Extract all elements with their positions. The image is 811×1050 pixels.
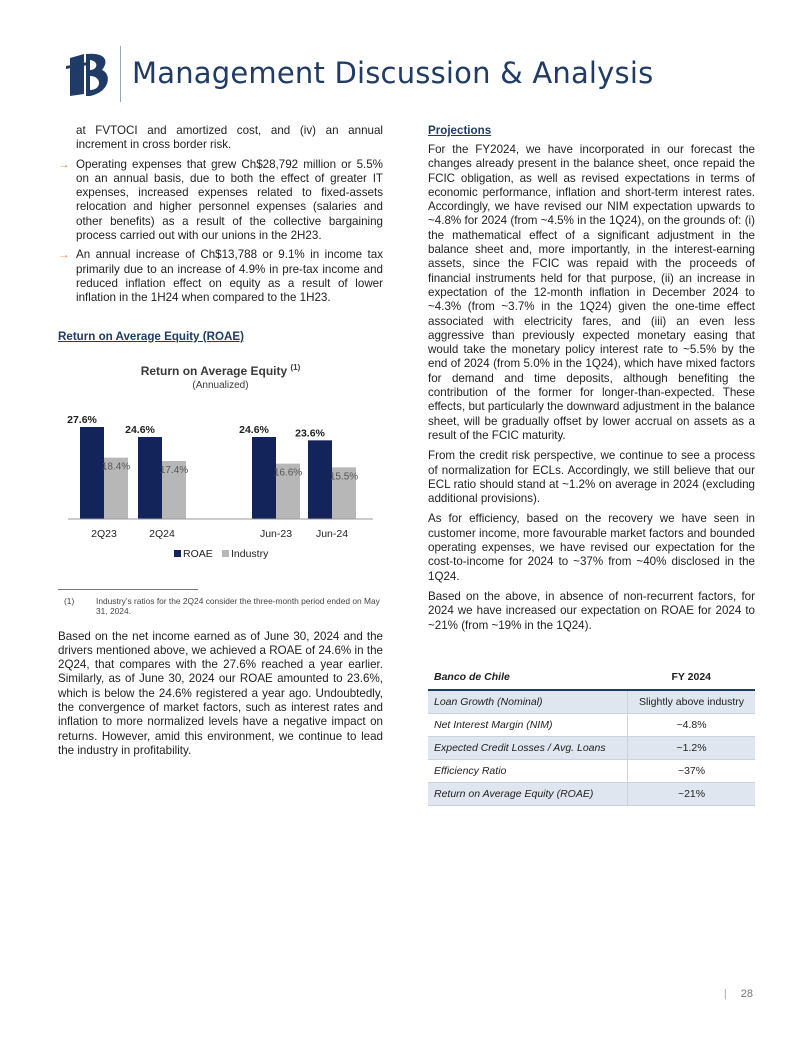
data-label: 24.6% (239, 423, 269, 436)
chart-plot (58, 391, 383, 571)
table-row (428, 782, 755, 805)
projection-paragraph: As for efficiency, based on the recovery we have seen in customer income, more favourable market factors and bounded operating expenses, we have revised our expectation for the cost-to-income for 2024 to ~37% from ~40% disclosed in the 1Q24. (428, 512, 755, 583)
bullet-text: Operating expenses that grew Ch$28,792 million or 5.5% on an annual basis, due to both the effect of greater IT expenses, increased expenses related to fixed-assets relocation and higher personnel expenses (salaries and other benefits) as a result of the collective bargaining process carried out with our unions in the 2H23. (76, 157, 383, 243)
legend-label-industry: Industry (231, 547, 269, 560)
table-row-label: Efficiency Ratio (428, 759, 628, 782)
table-row-label: Expected Credit Losses / Avg. Loans (428, 736, 628, 759)
category-label: 2Q23 (91, 527, 117, 540)
header-divider (120, 46, 121, 102)
roae-section-heading: Return on Average Equity (ROAE) (58, 329, 244, 343)
legend-swatch-roae (174, 550, 181, 557)
bar-roae (308, 440, 332, 519)
table-header-period: FY 2024 (628, 665, 755, 690)
closing-paragraph: Based on the net income earned as of June 30, 2024 and the drivers mentioned above, we achieved a ROAE of 24.6% in the 2Q24, that compares with the 27.6% reached a year earlier. Similarly, as of June 30, 2024 our ROAE amounted to 23.6%, which is below the 24.6% registered a year ago. Undoubtedly, the convergence of market factors, such as interest rates and inflation to more normalized levels have a negative impact on returns. However, amid this environment, we continue to lead the industry in profitability. (58, 629, 383, 757)
table-row-value: Slightly above industry (628, 690, 755, 714)
table-row-label: Net Interest Margin (NIM) (428, 713, 628, 736)
projection-paragraph: Based on the above, in absence of non-recurrent factors, for 2024 we have increased our expectation on ROAE for 2024 to ~21% (from ~19% in the 1Q24). (428, 589, 755, 632)
table-row-value: ~21% (628, 782, 755, 805)
category-label: Jun-24 (315, 527, 349, 540)
table-row-label: Return on Average Equity (ROAE) (428, 782, 628, 805)
table-header-row (428, 665, 755, 690)
projection-paragraph: From the credit risk perspective, we continue to see a process of normalization for ECLs. Accordingly, we still believe that our ECL ratio should stand at ~1.2% on average in 2024 (excluding additional provisions). (428, 449, 755, 506)
chart-title-text: Return on Average Equity (140, 363, 288, 378)
table-row-value: ~37% (628, 759, 755, 782)
legend-label-roae: ROAE (183, 547, 213, 560)
projections-table (428, 665, 755, 806)
intro-text: at FVTOCI and amortized cost, and (iv) an annual increment in cross border risk. (76, 124, 383, 152)
page-number: 28 (740, 988, 753, 1000)
footnote-text: Industry’s ratios for the 2Q24 consider the three-month period ended on May 31, 2024. (96, 595, 380, 616)
arrow-right-icon: → (58, 248, 70, 262)
bullet-item (58, 158, 383, 244)
data-label: 18.4% (101, 461, 131, 473)
data-label: 23.6% (295, 426, 325, 439)
table-header-entity: Banco de Chile (428, 665, 628, 690)
table-row-label: Loan Growth (Nominal) (428, 690, 628, 714)
page-footer (724, 988, 753, 1000)
footnote (58, 596, 383, 616)
table-row-value: ~4.8% (628, 713, 755, 736)
data-label: 17.4% (159, 464, 189, 476)
table-row (428, 690, 755, 714)
left-column (58, 124, 383, 758)
arrow-right-icon: → (58, 157, 70, 171)
table-row (428, 713, 755, 736)
bar-roae (138, 437, 162, 519)
data-label: 15.5% (329, 470, 359, 482)
legend-swatch-industry (222, 550, 229, 557)
data-label: 16.6% (273, 467, 303, 479)
bullet-text: An annual increase of Ch$13,788 or 9.1% in income tax primarily due to an increase of 4.9% in pre-tax income and reduced inflation effect on equity as a result of lower inflation in the 1H24 when compared to the 1H23. (76, 248, 383, 305)
page-title: Management Discussion & Analysis (132, 56, 654, 90)
projection-paragraph: For the FY2024, we have incorporated in our forecast the changes already present in the balance sheet, once repaid the FCIC obligation, as well as revised expectations in terms of economic performance, inflation and short-term interest rates. Accordingly, we have revised our NIM expectation upwards to ~4.8% for 2024 (from ~4.5% in the 1Q24), on the grounds of: (i) the mathematical effect of a significant adjustment in the balance sheet and, more importantly, in the interest-earning assets, since the FCIC was repaid with the proceeds of financial instruments held for that purpose, (ii) an increase in expectation of the 12-month inflation in December 2024 to ~4.3% (from ~3.7% in the 1Q24) given the one-time effect associated with electricity fares, and (iii) an even less aggressive than previously expected monetary easing that would take the monetary policy interest rate to ~5.5% by the end of 2024 (from 5.0% in the 1Q24), which have mixed factors for demand and time deposits, although benefiting the contribution of the former for longer-than-expected. These effects, but particularly the downward adjustment in the balance sheet, will be gradually offset by lower accrual on assets as a result of the FCIC maturity. (428, 143, 755, 442)
roae-chart (58, 353, 383, 583)
table-row (428, 736, 755, 759)
footnote-divider (58, 589, 198, 590)
chart-title-superscript: (1) (290, 362, 301, 372)
projections-heading: Projections (428, 124, 492, 137)
bar-roae (252, 437, 276, 519)
table-row-value: ~1.2% (628, 736, 755, 759)
category-label: 2Q24 (149, 527, 175, 540)
data-label: 24.6% (125, 423, 155, 436)
bank-logo-icon (66, 50, 112, 100)
page-header (62, 44, 762, 104)
bullet-item (58, 248, 383, 305)
footer-separator: | (723, 988, 727, 1000)
data-label: 27.6% (67, 413, 97, 426)
footnote-mark: (1) (64, 595, 75, 606)
bar-roae (80, 427, 104, 519)
table-row (428, 759, 755, 782)
chart-subtitle: (Annualized) (192, 379, 249, 391)
category-label: Jun-23 (259, 527, 293, 540)
right-column (428, 124, 755, 806)
chart-title (58, 363, 383, 378)
